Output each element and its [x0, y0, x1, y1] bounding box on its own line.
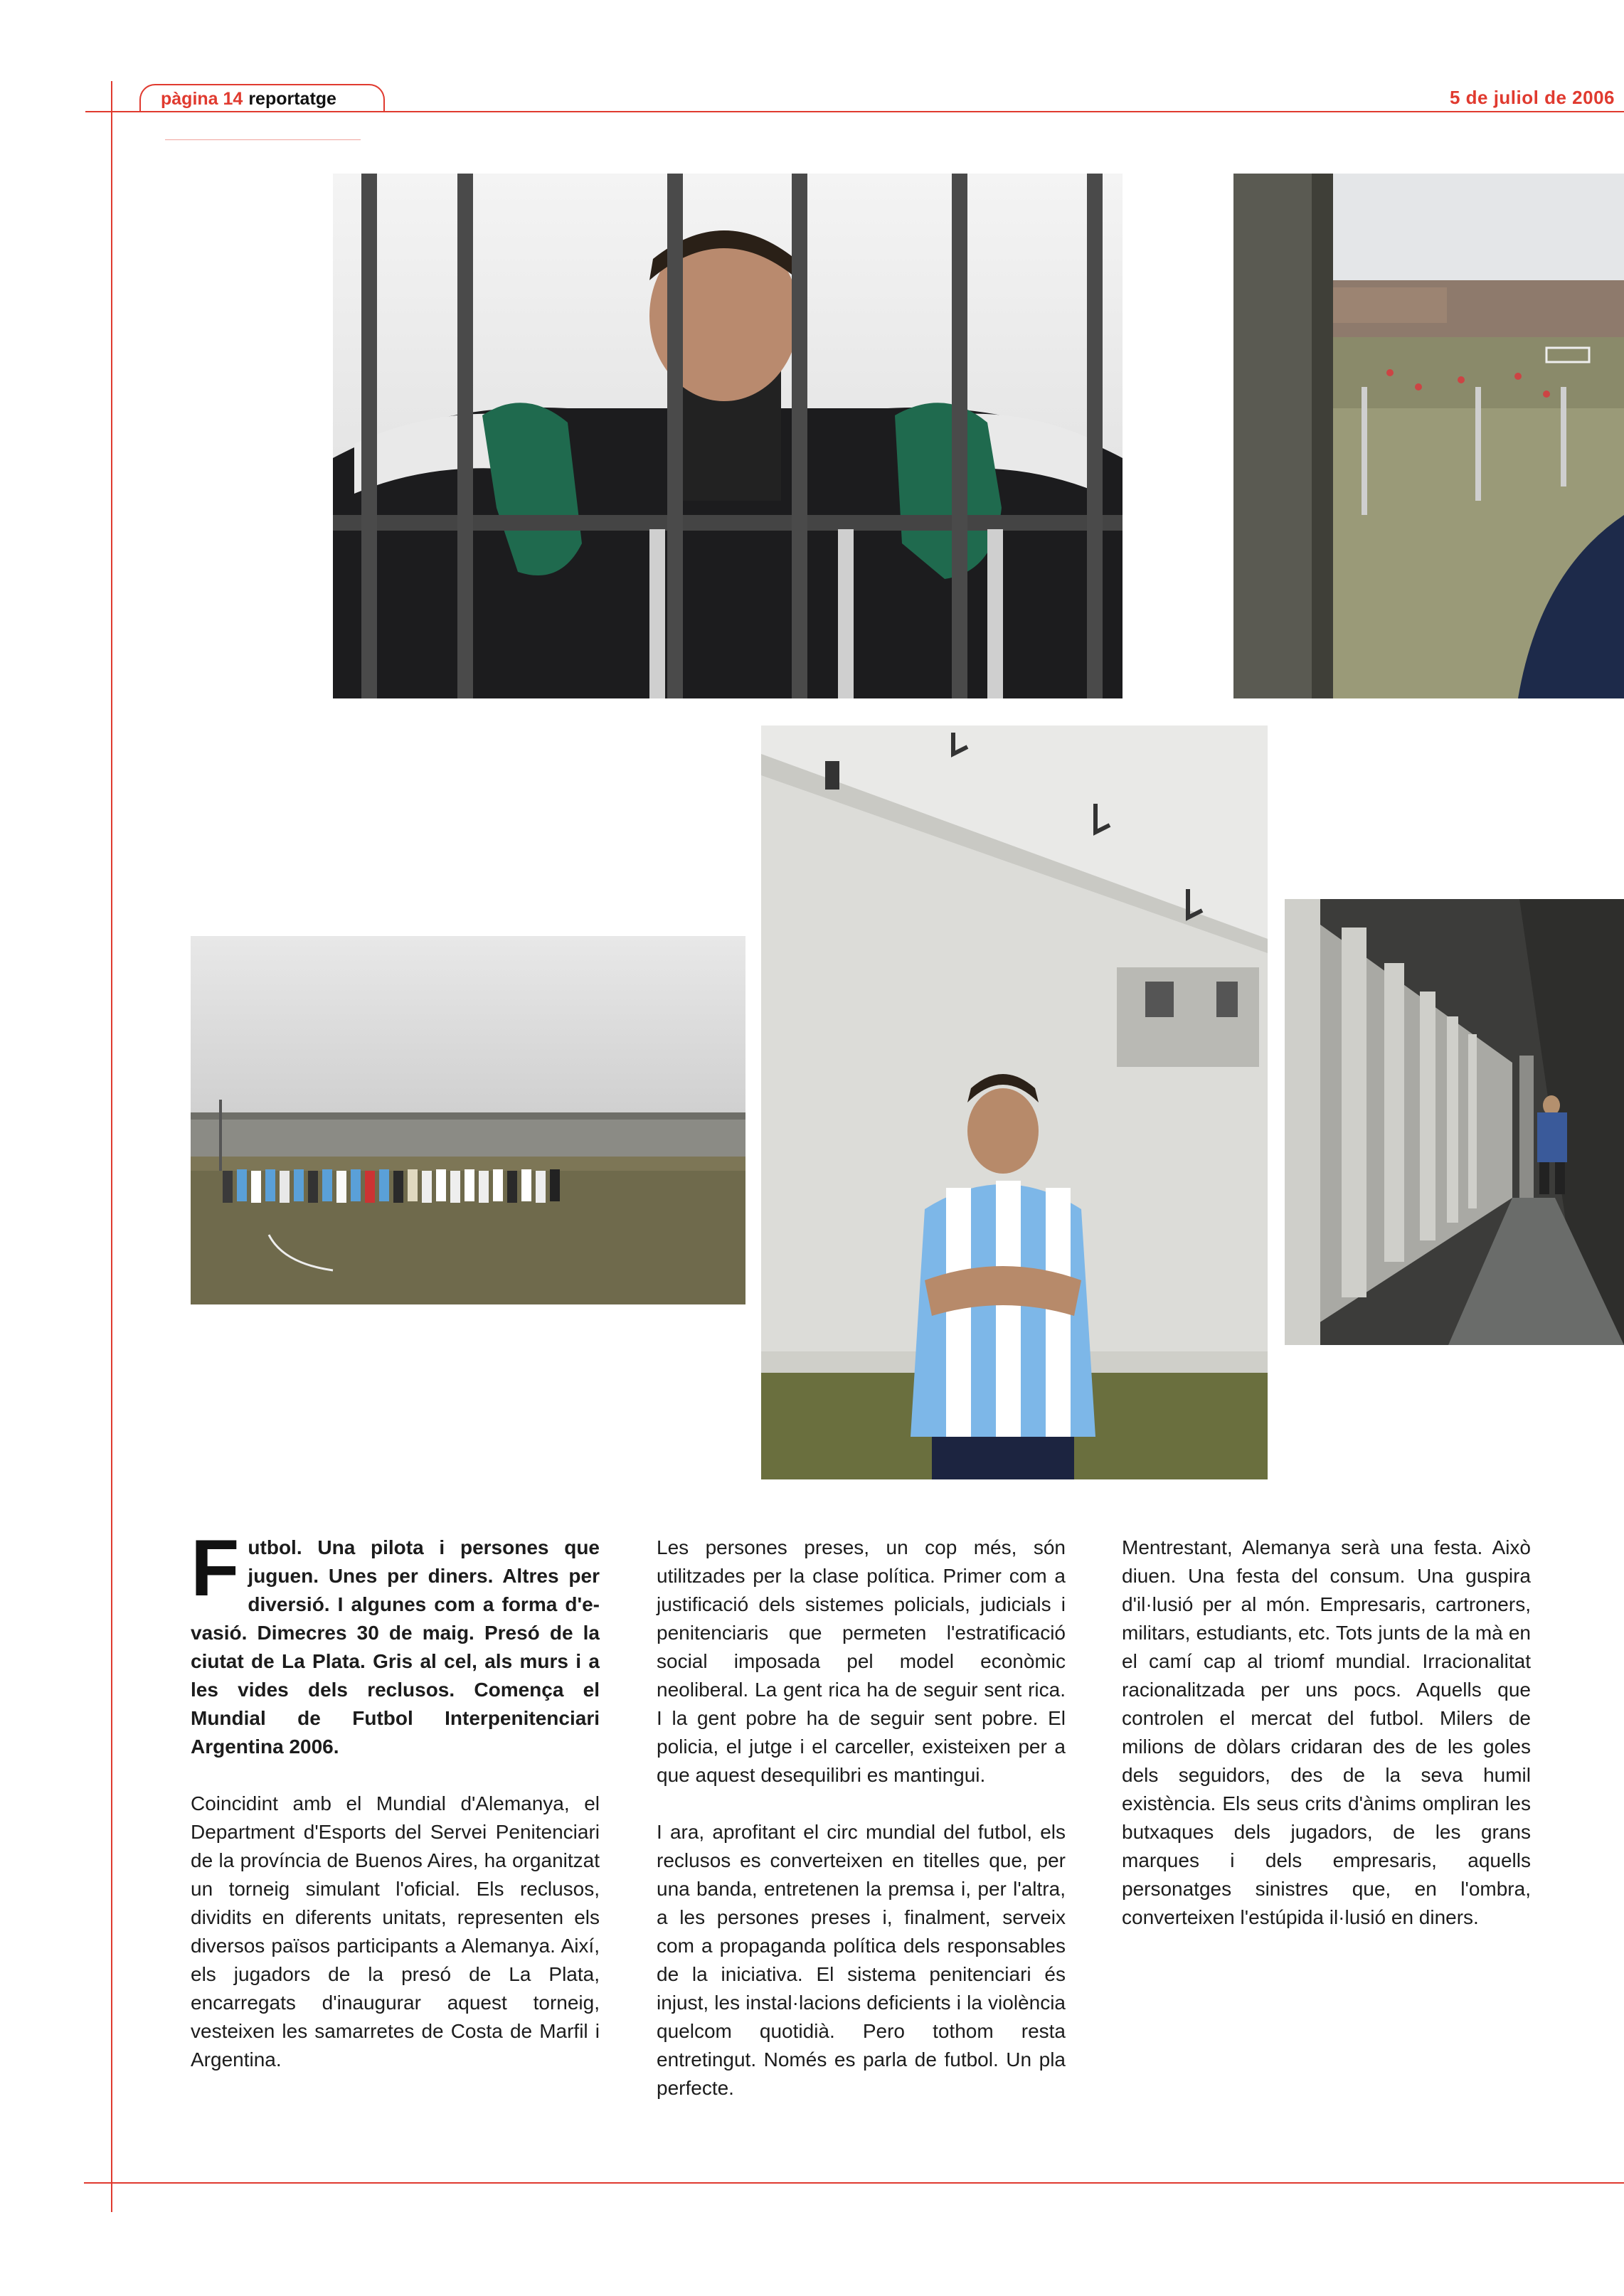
article-column-1 — [191, 1524, 600, 2103]
article-paragraph: Les persones preses, un cop més, són utilitzades per la clase política. Primer com a justificació dels sistemes policials, judicials i penitenciaris que permeten l'estratificació social imposada pel model econòmic neoliberal. La gent rica ha de seguir sent rica. I la gent pobre ha de seguir sent pobre. El policia, el jutge i el carceller, existeixen per a que aquest desequilibri es mantingui. — [657, 1536, 1066, 1786]
article-column-3 — [1122, 1534, 1531, 1960]
section-label: reportatge — [248, 88, 336, 109]
trim-line-left — [111, 81, 112, 2212]
issue-date: 5 de juliol de 2006 — [1449, 87, 1615, 108]
photo-prison-yard-through-door — [1233, 174, 1624, 698]
page-number: pàgina 14 — [161, 88, 243, 109]
article-lead — [191, 1524, 600, 1761]
page-tab — [139, 84, 385, 112]
article-column-2 — [657, 1534, 1066, 2131]
photo-player-argentina-shirt-wall — [761, 726, 1268, 1479]
photo-teams-lineup-field — [191, 936, 745, 1304]
photo-prison-corridor-guard — [1285, 899, 1624, 1345]
drop-cap: F — [191, 1524, 240, 1612]
trim-line-bottom — [84, 2182, 1624, 2184]
article-paragraph: I ara, aprofitant el circ mundial del futbol, els reclusos es converteixen en titelles que, per una banda, entretenen la premsa i, per l'altra, a les persones preses i, finalment, serveix com a propaganda política dels responsables de la iniciativa. El sistema penitenciari és injust, les instal·lacions deficients i la violència quelcom quotidià. Pero tothom resta entretingut. Només es parla de futbol. Un pla perfecte. — [657, 1821, 1066, 2099]
photo-prisoner-behind-bars — [333, 174, 1123, 698]
article-paragraph: Coincidint amb el Mundial d'Alemanya, el Department d'Esports del Servei Penitenciari de la província de Buenos Aires, ha organitzat un torneig simulant l'oficial. Els reclusos, dividits en diferents unitats, representen els diversos països participants a Alemanya. Així, els jugadors de la presó de La Plata, encarregats d'inaugurar aquest torneig, vesteixen les samarretes de Costa de Marfil i Argentina. — [191, 1792, 600, 2071]
article-paragraph: Mentrestant, Alemanya serà una festa. Això diuen. Una festa del consum. Una guspira d'il·lusió per al món. Empresaris, cartroners, militars, estudiants, etc. Tots junts de la mà en el camí cap al triomf mundial. Irracionalitat racionalitzada per uns pocs. Aquells que controlen el mercat del futbol. Milers de milions de dòlars cridaran des de les goles dels seguidors, des de la seva humil existència. Els seus crits d'ànims ompliran les butxaques dels jugadors, de les grans marques i dels empresaris, aquells personatges sinistres que, en l'ombra, converteixen l'estúpida il·lusió en diners. — [1122, 1536, 1531, 1928]
lead-text: utbol. Una pilota i persones que juguen. Unes per diners. Altres per diversió. I algunes com a forma d'e-vasió. Dimecres 30 de maig. Presó de la ciutat de La Plata. Gris al cel, als murs i a les vides dels reclusos. Comença el Mundial de Futbol Interpenitenciari Argentina 2006. — [191, 1536, 600, 1758]
header-underline — [165, 139, 361, 140]
